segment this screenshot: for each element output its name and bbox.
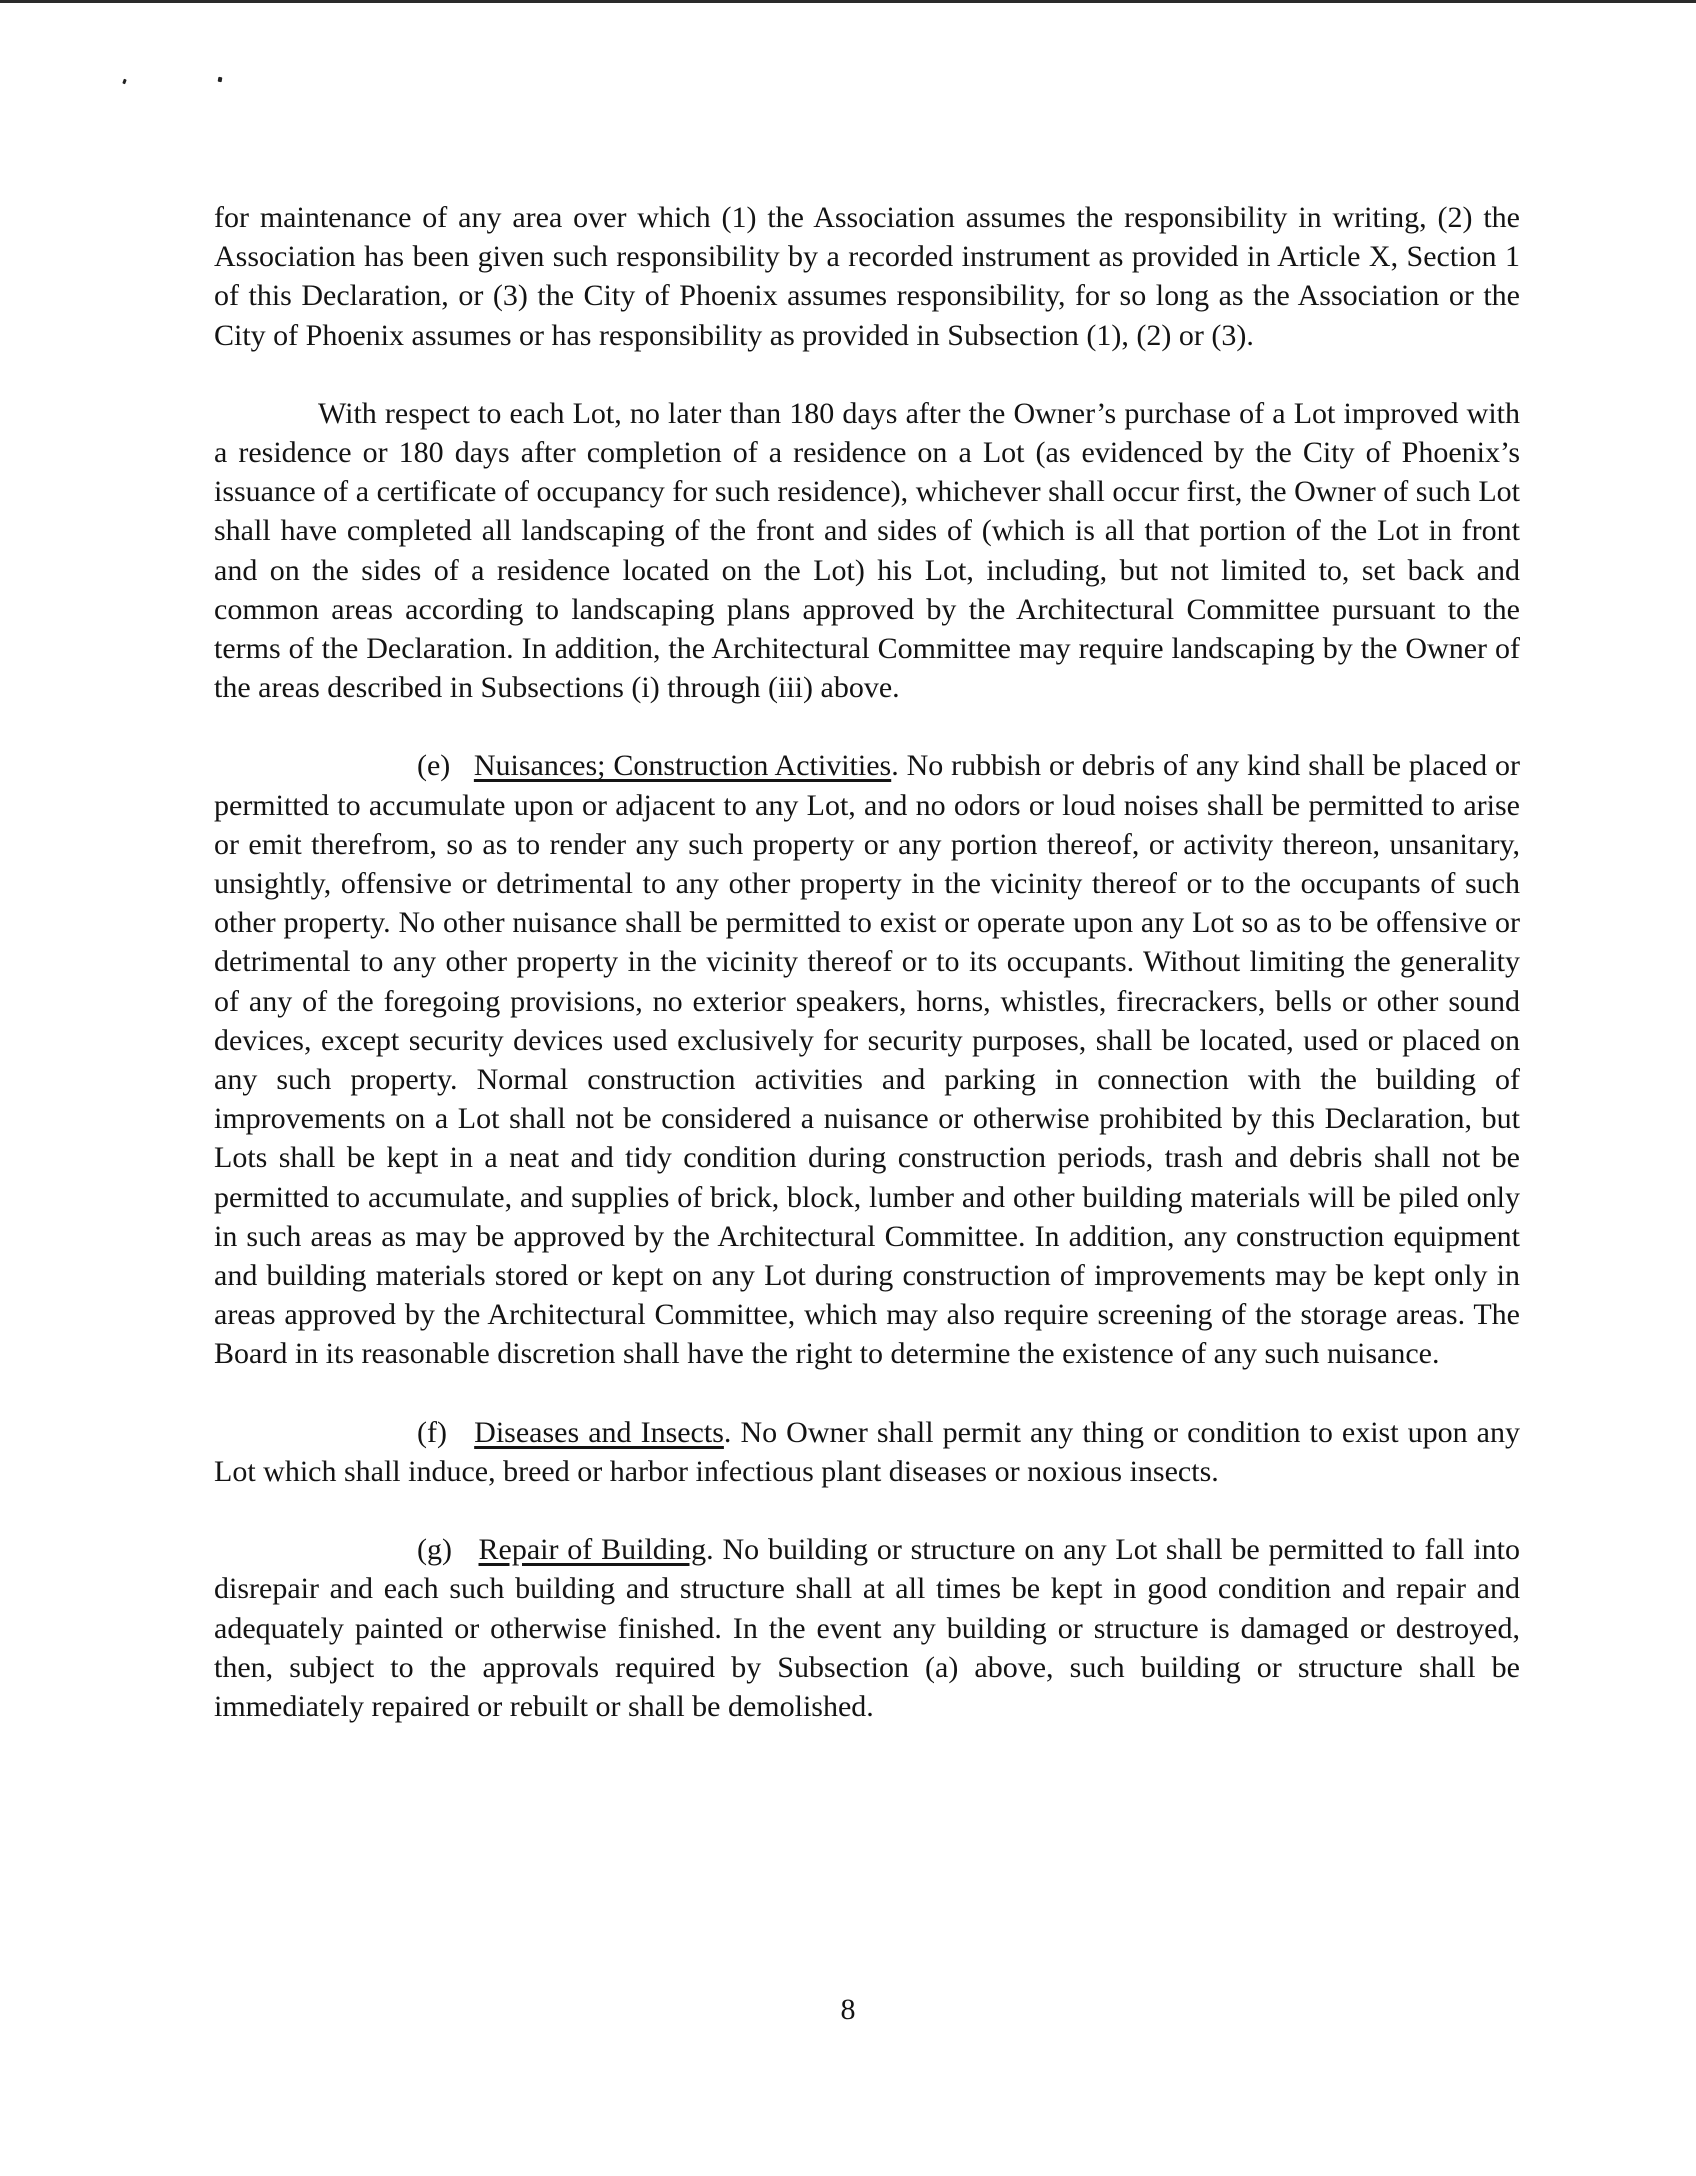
- section-g-label: (g): [417, 1533, 452, 1567]
- section-e-body: . No rubbish or debris of any kind shall be placed or permitted to accumulate upon or adjacent to any Lot, and no odors or loud noises shall be permitted to arise or emit therefrom, so as to render any such property or any portion thereof, or activity thereon, unsanitary, unsightly, offensive or detrimental to any other property in the vicinity thereof or to the occupants of such other property. No other nuisance shall be permitted to exist or operate upon any Lot so as to be offensive or detrimental to any other property in the vicinity thereof or to its occupants. Without limiting the generality of any of the foregoing provisions, no exterior speakers, horns, whistles, firecrackers, bells or other sound devices, except security devices used exclusively for security purposes, shall be located, used or placed on any such property. Normal construction activities and parking in connection with the building of improvements on a Lot shall not be considered a nuisance or otherwise prohibited by this Declaration, but Lots shall be kept in a neat and tidy condition during construction periods, trash and debris shall not be permitted to accumulate, and supplies of brick, block, lumber and other building materials will be piled only in such areas as may be approved by the Architectural Committee. In addition, any construction equipment and building materials stored or kept on any Lot during construction of improvements may be kept only in areas approved by the Architectural Committee, which may also require screening of the storage areas. The Board in its reasonable discretion shall have the right to determine the existence of any such nuisance.: [214, 749, 1521, 1371]
- document-body: [214, 198, 1520, 1726]
- section-f-heading: Diseases and Insects: [474, 1415, 724, 1449]
- section-f-diseases: [214, 1413, 1520, 1491]
- section-e-heading: Nuisances; Construction Activities: [473, 749, 892, 783]
- section-e-label: (e): [417, 749, 451, 783]
- section-f-body: . No Owner shall permit any thing or condition to exist upon any Lot which shall induce, breed or harbor infectious plant diseases or noxious insects.: [214, 1415, 1520, 1488]
- section-g-heading: Repair of Building: [478, 1533, 707, 1567]
- scan-top-edge: [0, 0, 1696, 3]
- section-g-body: . No building or structure on any Lot shall be permitted to fall into disrepair and each such building and structure shall at all times be kept in good condition and repair and adequately painted or otherwise finished. In the event any building or structure is damaged or destroyed, then, subject to the approvals required by Subsection (a) above, such building or structure shall be immediately repaired or rebuilt or shall be demolished.: [214, 1533, 1520, 1723]
- page-number: 8: [840, 1993, 856, 2026]
- paragraph-maintenance-continuation: for maintenance of any area over which (1) the Association assumes the responsibility in writing, (2) the Association has been given such responsibility by a recorded instrument as provided in Article X, Section 1 of this Declaration, or (3) the City of Phoenix assumes responsibility, for so long as the Association or the City of Phoenix assumes or has responsibility as provided in Subsection (1), (2) or (3).: [214, 201, 1520, 352]
- section-e-nuisances: [214, 746, 1520, 1373]
- section-g-repair: [214, 1530, 1520, 1726]
- scan-speck: [218, 77, 223, 83]
- paragraph-landscaping-deadline: With respect to each Lot, no later than 180 days after the Owner’s purchase of a Lot improved with a residence or 180 days after completion of a residence on a Lot (as evidenced by the City of Phoenix’s issuance of a certificate of occupancy for such residence), whichever shall occur first, the Owner of such Lot shall have completed all landscaping of the front and sides of (which is all that portion of the Lot in front and on the sides of a residence located on the Lot) his Lot, including, but not limited to, set back and common areas according to landscaping plans approved by the Architectural Committee pursuant to the terms of the Declaration. In addition, the Architectural Committee may require landscaping by the Owner of the areas described in Subsections (i) through (iii) above.: [214, 396, 1520, 705]
- section-f-label: (f): [417, 1415, 447, 1449]
- scan-speck: [122, 79, 127, 85]
